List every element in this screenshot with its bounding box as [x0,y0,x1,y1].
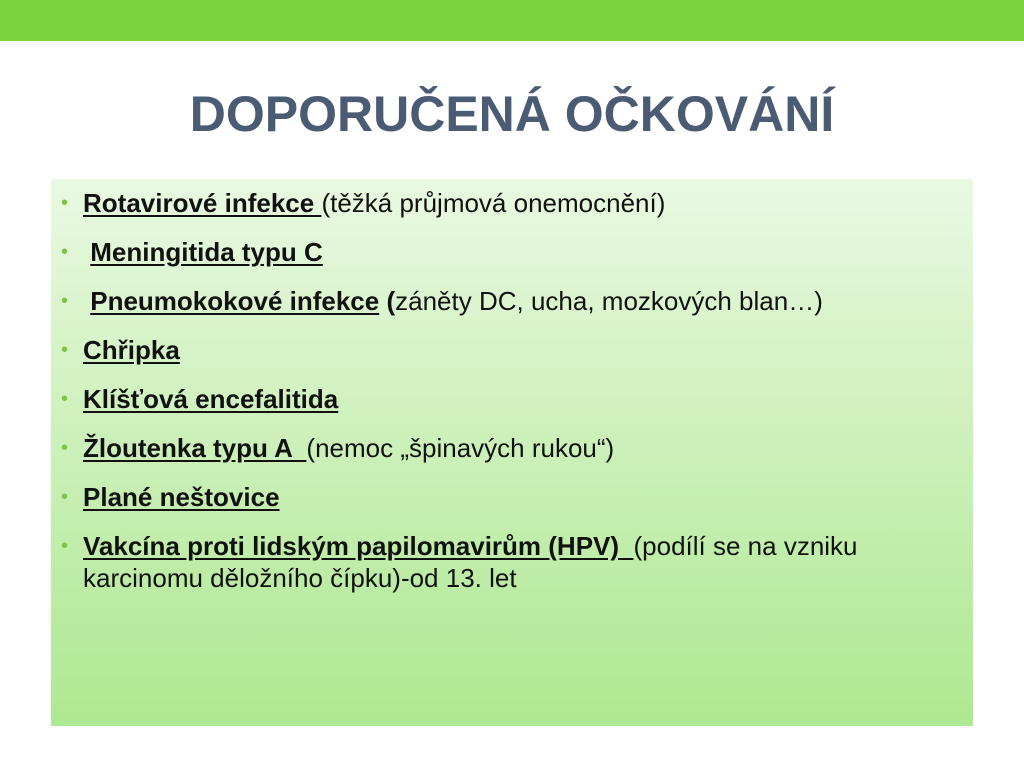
bullet-icon: • [61,437,69,459]
list-item [59,187,943,219]
content-box [51,179,973,726]
list-item [59,285,943,317]
bullet-icon: • [61,388,69,410]
list-item [59,334,943,366]
item-detail: (podílí se na vzniku karcinomu děložního čípku)-od 13. let [83,531,858,593]
list-item [59,383,943,415]
bullet-icon: • [61,192,69,214]
bullet-icon: • [61,241,69,263]
bullet-icon: • [61,535,69,557]
list-item [59,481,943,513]
item-term: Meningitida typu C [90,237,323,267]
item-detail: (nemoc „špinavých rukou“) [306,433,615,463]
list-item [59,432,943,464]
slide-title: DOPORUČENÁ OČKOVÁNÍ [189,86,835,142]
item-term: Chřipka [83,335,180,365]
bullet-icon: • [61,339,69,361]
vaccination-list [59,187,943,594]
item-term: Žloutenka typu A [83,433,307,463]
item-detail: záněty DC, ucha, mozkových blan…) [395,286,823,316]
list-item [59,530,943,594]
bullet-icon: • [61,290,69,312]
item-term: Vakcína proti lidským papilomavirům (HPV) [83,531,634,561]
item-term: Pneumokokové infekce [90,286,380,316]
item-detail: (těžká průjmová onemocnění) [321,188,666,218]
item-paren: ( [379,286,396,316]
bullet-icon: • [61,486,69,508]
accent-bar [0,0,1024,41]
list-item [59,236,943,268]
item-term: Plané neštovice [83,482,280,512]
item-term: Rotavirové infekce [83,188,322,218]
item-term: Klíšťová encefalitida [83,384,339,414]
